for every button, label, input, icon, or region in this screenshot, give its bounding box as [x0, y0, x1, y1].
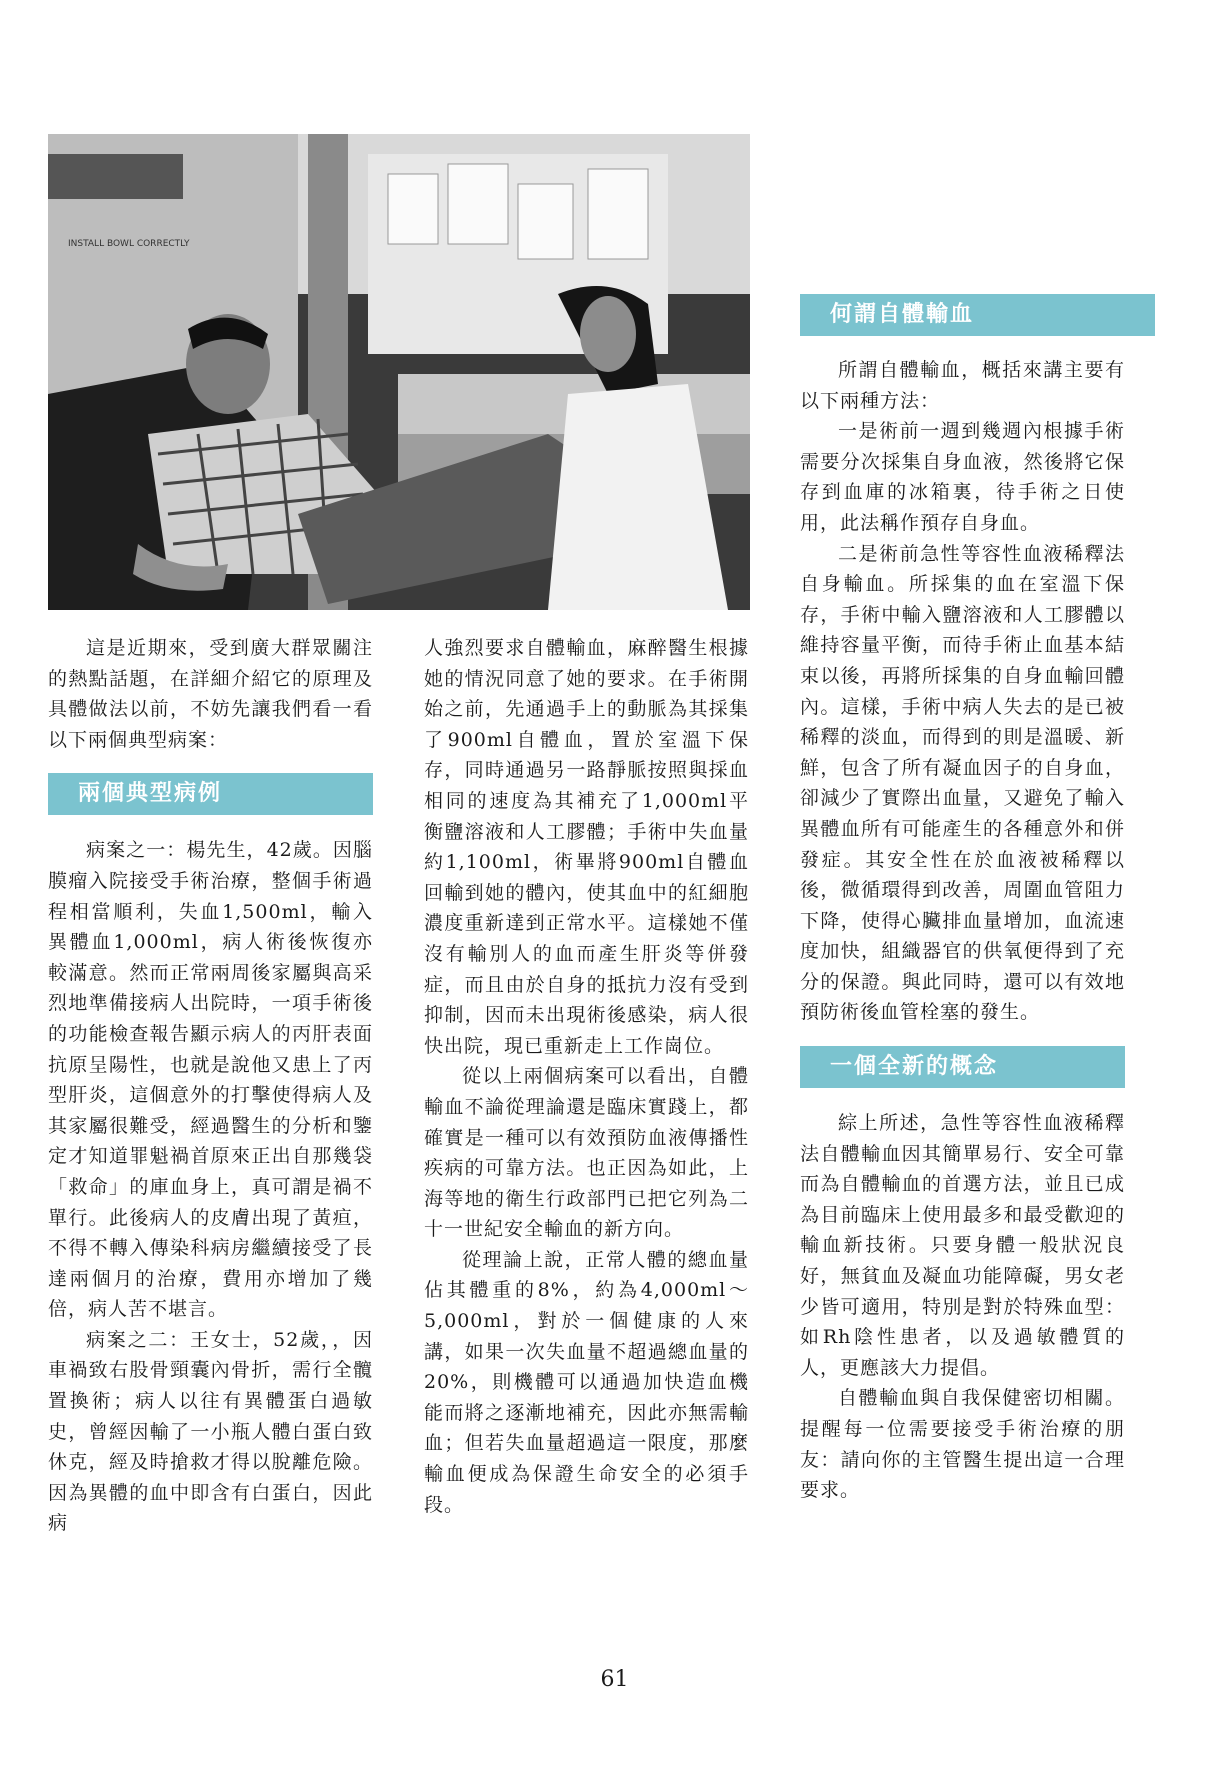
definition-paragraph: 所謂自體輸血，概括來講主要有以下兩種方法： — [800, 359, 1125, 412]
photo-sign-text: INSTALL BOWL CORRECTLY — [68, 239, 190, 249]
page-number: 61 — [600, 1667, 629, 1692]
reminder-paragraph: 自體輸血與自我保健密切相關。提醒每一位需要接受手術治療的朋友：請向你的主管醫生提出這一合理要求。 — [800, 1387, 1125, 1502]
article-photo — [48, 134, 750, 610]
case-two-continued: 人強烈要求自體輸血，麻醉醫生根據她的情況同意了她的要求。在手術開始之前，先通過手上的動脈為其採集了900ml自體血，置於室溫下保存，同時通過另一路靜脈按照與採血相同的速度為其補充了1,000ml平衡鹽溶液和人工膠體；手術中失血量約1,100ml，術畢將900ml自體血回輸到她的體內，使其血中的紅細胞濃度重新達到正常水平。這樣她不僅沒有輸別人的血而產生肝炎等併發症，而且由於自身的抵抗力沒有受到抑制，因而未出現術後感染，病人很快出院，現已重新走上工作崗位。 — [424, 637, 749, 1057]
photo-blood-donation — [48, 134, 750, 610]
method-one-paragraph: 一是術前一週到幾週內根據手術需要分次採集自身血液，然後將它保存到血庫的冰箱裏，待手術之日使用，此法稱作預存自身血。 — [800, 420, 1125, 534]
heading-what-is: 何謂自體輸血 — [800, 294, 1155, 336]
heading-new-concept: 一個全新的概念 — [800, 1046, 1125, 1088]
summary-paragraph: 綜上所述，急性等容性血液稀釋法自體輸血因其簡單易行、安全可靠而為自體輸血的首選方法，並且已成為目前臨床上使用最多和最受歡迎的輸血新技術。只要身體一般狀況良好，無貧血及凝血功能障礙，男女老少皆可適用，特別是對於特殊血型：如Rh陰性患者，以及過敏體質的人，更應該大力提倡。 — [800, 1112, 1125, 1379]
column-middle — [424, 633, 749, 1520]
theory-paragraph: 從理論上說，正常人體的總血量佔其體重的8%，約為4,000ml～5,000ml，對於一個健康的人來講，如果一次失血量不超過總血量的20%，則機體可以通過加快造血機能而將之逐漸地補充，因此亦無需輸血；但若失血量超過這一限度，那麼輸血便成為保證生命安全的必須手段。 — [424, 1248, 749, 1516]
column-left — [48, 633, 373, 1539]
intro-paragraph: 這是近期來，受到廣大群眾關注的熱點話題，在詳細介紹它的原理及具體做法以前，不妨先讓我們看一看以下兩個典型病案： — [48, 637, 373, 751]
conclusion-paragraph: 從以上兩個病案可以看出，自體輸血不論從理論還是臨床實踐上，都確實是一種可以有效預防血液傳播性疾病的可靠方法。也正因為如此，上海等地的衛生行政部門已把它列為二十一世紀安全輸血的新方向。 — [424, 1065, 749, 1241]
method-two-paragraph: 二是術前急性等容性血液稀釋法自身輸血。所採集的血在室溫下保存，手術中輸入鹽溶液和人工膠體以維持容量平衡，而待手術止血基本結束以後，再將所採集的自身血輸回體內。這樣，手術中病人失去的是已被稀釋的淡血，而得到的則是溫暖、新鮮，包含了所有凝血因子的自身血，卻減少了實際出血量，又避免了輸入異體血所有可能產生的各種意外和併發症。其安全性在於血液被稀釋以後，微循環得到改善，周圍血管阻力下降，使得心臟排血量增加，血流速度加快，組織器官的供氧便得到了充分的保證。與此同時，還可以有效地預防術後血管栓塞的發生。 — [800, 542, 1125, 1024]
heading-two-cases: 兩個典型病例 — [48, 773, 373, 815]
column-right — [800, 355, 1125, 1506]
case-two-paragraph: 病案之二：王女士，52歲，，因車禍致右股骨頸囊內骨折，需行全髖置換術；病人以往有異體蛋白過敏史，曾經因輸了一小瓶人體白蛋白致休克，經及時搶救才得以脫離危險。因為異體的血中即含有白蛋白，因此病 — [48, 1328, 373, 1535]
case-one-paragraph: 病案之一：楊先生，42歲。因腦膜瘤入院接受手術治療，整個手術過程相當順利，失血1,500ml，輸入異體血1,000ml，病人術後恢復亦較滿意。然而正常兩周後家屬與高采烈地準備接病人出院時，一項手術後的功能檢查報告顯示病人的丙肝表面抗原呈陽性，也就是說他又患上了丙型肝炎，這個意外的打擊使得病人及其家屬很難受，經過醫生的分析和鑒定才知道罪魁禍首原來正出自那幾袋「救命」的庫血身上，真可謂是禍不單行。此後病人的皮膚出現了黃疸，不得不轉入傳染科病房繼續接受了長達兩個月的治療，費用亦增加了幾倍，病人苦不堪言。 — [48, 839, 373, 1321]
